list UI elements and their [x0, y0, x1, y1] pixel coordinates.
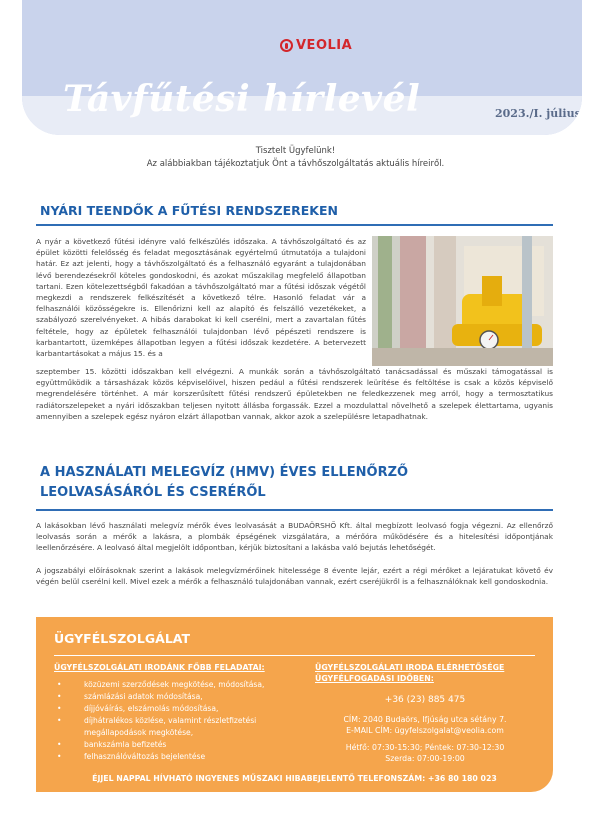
- task-item: • bankszámla befizetés: [54, 739, 284, 751]
- veolia-logo-icon: [280, 39, 293, 52]
- emergency-hotline: ÉJJEL NAPPAL HÍVHATÓ INGYENES MŰSZAKI HIBABEJELENTŐ TELEFONSZÁM: +36 80 180 023: [92, 774, 497, 783]
- service-email[interactable]: E-MAIL CÍM: ügyfelszolgalat@veolia.com: [346, 726, 504, 735]
- service-hours-weekday: Hétfő: 07:30-15:30; Péntek: 07:30-12:30: [345, 743, 505, 752]
- customer-service-box: [36, 617, 553, 792]
- veolia-logo: [280, 38, 352, 53]
- task-item: • díjjóváírás, elszámolás módosítása,: [54, 703, 284, 715]
- section-hmv-title-line1: A HASZNÁLATI MELEGVÍZ (HMV) ÉVES ELLENŐRZŐ: [40, 465, 409, 480]
- tasks-heading: ÜGYFÉLSZOLGÁLATI IRODÁNK FŐBB FELADATAI:: [54, 663, 265, 672]
- service-hours-wednesday: Szerda: 07:00-19:00: [385, 754, 465, 763]
- contact-heading-line1: ÜGYFÉLSZOLGÁLATI IRODA ELÉRHETŐSÉGE: [315, 663, 505, 672]
- task-item: • közüzemi szerződések megkötése, módosítása,: [54, 679, 284, 691]
- heating-pipes-photo: [372, 236, 553, 366]
- section-summer-divider: [36, 224, 553, 226]
- contact-heading-line2: ÜGYFÉLFOGADÁSI IDŐBEN:: [315, 674, 434, 683]
- section-summer-text-bottom: szeptember 15. közötti időszakban kell elvégezni. A munkák során a távhőszolgáltató tanácsadással és műszaki támogatással is együttműködik a társasházak közös képviselőivel, hiszen pedául a fűtési rendszerek leürítése és feltöltése is csak a közös képviselő megrendelésére történhet. A már korszerűsített fűtési rendszerű épületekben ne feledkezzenek meg arról, hogy a termosztatikus radiátorszelepeket a nyári időszakban teljesen nyitott állásba forgassák. Ezzel a mozdulattal növelhető a szelepek élettartama, ugyanis amennyiben a szelepek egész nyáron elzárt állapotban vannak, akkor azok a szelepülésre letapadhatnak.: [36, 367, 553, 421]
- service-phone[interactable]: +36 (23) 885 475: [384, 695, 466, 705]
- veolia-wordmark: VEOLIA: [296, 38, 353, 53]
- newsletter-title: Távfűtési hírlevél: [63, 78, 421, 120]
- header-banner: [22, 0, 582, 135]
- issue-date: 2023./I. július: [495, 107, 581, 120]
- customer-service-title: ÜGYFÉLSZOLGÁLAT: [54, 631, 191, 646]
- section-hmv-title-line2: LEOLVASÁSÁRÓL ÉS CSERÉRŐL: [40, 485, 266, 500]
- section-hmv-paragraph-1: A lakásokban lévő használati melegvíz mérők éves leolvasását a BUDAÖRSHŐ Kft. által megbízott leolvasó fogja végezni. Az ellenőrző leolvasás során a mérők a lakásra, a plombák épségének vizsgálatára, a mérőóra működésére és a hitelesítési időpontjának leellenőrzésére. A leolvasó által megjelölt időpontban, kérjük biztosítani a lakásba való bejutás lehetőségét.: [36, 521, 553, 553]
- greeting-intro: Az alábbiakban tájékoztatjuk Önt a távhőszolgáltatás aktuális híreiről.: [146, 159, 445, 169]
- service-address: CÍM: 2040 Budaörs, Ifjúság utca sétány 7.: [343, 715, 507, 724]
- section-summer-title: NYÁRI TEENDŐK A FŰTÉSI RENDSZEREKEN: [40, 203, 338, 218]
- section-hmv-divider: [36, 509, 553, 511]
- customer-service-divider: [54, 655, 535, 656]
- section-hmv-title: [40, 463, 408, 503]
- task-item: • díjhátralékos közlése, valamint részletfizetési megállapodások megkötése,: [54, 715, 284, 739]
- section-summer-text-top: A nyár a következő fűtési idényre való felkészülés időszaka. A távhőszolgáltató és az épület közötti felelősség és feladat megosztásának egyértelmű útmutatója a tulajdoni határ. Ez azt jelenti, hogy a távhőszolgáltató és a felhasználó egyaránt a tulajdonában lévő berendezésekről köteles gondoskodni, és azokat műszakilag megfelelő állapotban tartani. Ezen kötelezettségből fakadóan a távhőszolgáltató mar a fűtési időszak végétől megkezdi a rendszerek felkészítését a következő télre. Hasonló feladat vár a felhasználói közösségekre is. Ellenőrizni kell az alapító és felszálló vezetékeket, a szabályozó szerelvényeket. A hibás darabokat ki kell cserélni, mert a zavartalan fűtés feltétele, hogy az épületek felhasználói tulajdonban lévő pépészeti rendszere is karbantartott, üzemképes állapotban legyen a fűtési időszak kezdetére. A betervezett karbantartásokat a május 15. és a: [36, 237, 366, 359]
- greeting-salutation: Tisztelt Ügyfelünk!: [255, 146, 336, 156]
- contact-heading: [315, 662, 535, 684]
- task-item: • felhasználóváltozás bejelentése: [54, 751, 284, 763]
- tasks-list: [54, 679, 284, 763]
- section-hmv-paragraph-2: A jogszabályi előírásoknak szerint a lakások melegvízmérőinek hitelessége 8 évente lejár, ezért a régi mérőket a lejáratukat követő év végén belül cserélni kell. Mivel ezek a mérők a felhasználó tulajdonában vannak, ezért cseréjükről is a felhasználóknak kell gondoskodnia.: [36, 566, 553, 587]
- task-item: • számlázási adatok módosítása,: [54, 691, 284, 703]
- heating-pipes-illustration: [372, 236, 553, 366]
